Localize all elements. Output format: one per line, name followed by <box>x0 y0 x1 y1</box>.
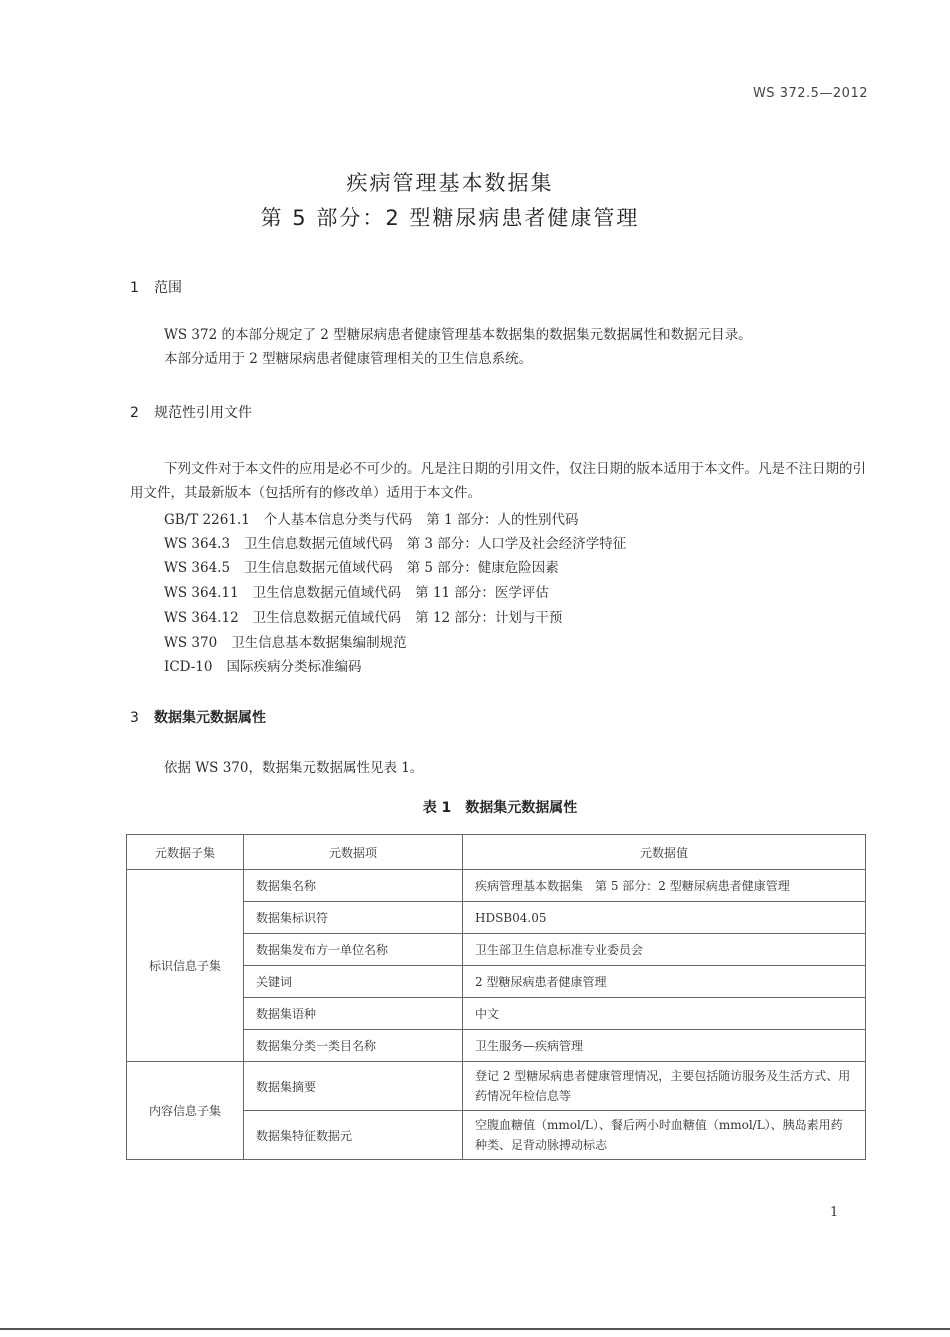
section-title: 数据集元数据属性 <box>154 710 266 726</box>
value-cell: HDSB04.05 <box>463 902 866 934</box>
section-3-heading <box>130 707 266 727</box>
reference-item: ICD-10 国际疾病分类标准编码 <box>164 659 362 675</box>
item-cell: 数据集名称 <box>244 870 463 902</box>
value-cell: 登记 2 型糖尿病患者健康管理情况，主要包括随访服务及生活方式、用药情况年检信息等 <box>463 1062 866 1111</box>
column-header: 元数据项 <box>244 835 463 870</box>
section-1-heading <box>130 277 182 297</box>
reference-item: GB/T 2261.1 个人基本信息分类与代码 第 1 部分：人的性别代码 <box>164 512 579 528</box>
paragraph: 依据 WS 370，数据集元数据属性见表 1。 <box>164 760 424 776</box>
group-cell: 内容信息子集 <box>127 1062 244 1160</box>
bottom-rule <box>0 1328 950 1330</box>
page-number: 1 <box>830 1205 839 1220</box>
item-cell: 数据集特征数据元 <box>244 1111 463 1160</box>
item-cell: 数据集语种 <box>244 998 463 1030</box>
paragraph: WS 372 的本部分规定了 2 型糖尿病患者健康管理基本数据集的数据集元数据属性和数据元目录。 <box>164 327 752 343</box>
column-header: 元数据值 <box>463 835 866 870</box>
group-cell: 标识信息子集 <box>127 870 244 1062</box>
item-cell: 关键词 <box>244 966 463 998</box>
reference-item: WS 364.5 卫生信息数据元值域代码 第 5 部分：健康危险因素 <box>164 560 559 576</box>
value-cell: 卫生部卫生信息标准专业委员会 <box>463 934 866 966</box>
value-cell: 空腹血糖值（mmol/L）、餐后两小时血糖值（mmol/L）、胰岛素用药种类、足背动脉搏动标志 <box>463 1111 866 1160</box>
table-row <box>127 1062 866 1111</box>
value-cell: 疾病管理基本数据集 第 5 部分：2 型糖尿病患者健康管理 <box>463 870 866 902</box>
item-cell: 数据集标识符 <box>244 902 463 934</box>
paragraph: 本部分适用于 2 型糖尿病患者健康管理相关的卫生信息系统。 <box>164 351 533 367</box>
section-number: 2 <box>130 405 139 421</box>
section-number: 1 <box>130 280 139 296</box>
section-title: 规范性引用文件 <box>154 405 252 421</box>
reference-item: WS 370 卫生信息基本数据集编制规范 <box>164 635 407 651</box>
metadata-table <box>126 834 866 1160</box>
column-header: 元数据子集 <box>127 835 244 870</box>
section-title: 范围 <box>154 280 182 296</box>
reference-item: WS 364.3 卫生信息数据元值域代码 第 3 部分：人口学及社会经济学特征 <box>164 536 627 552</box>
section-2-body <box>130 457 870 505</box>
section-1-body <box>130 323 870 371</box>
value-cell: 卫生服务—疾病管理 <box>463 1030 866 1062</box>
item-cell: 数据集分类一类目名称 <box>244 1030 463 1062</box>
section-2-heading <box>130 402 252 422</box>
section-number: 3 <box>130 710 139 726</box>
paragraph: 下列文件对于本文件的应用是必不可少的。凡是注日期的引用文件，仅注日期的版本适用于本文件。凡是不注日期的引用文件，其最新版本（包括所有的修改单）适用于本文件。 <box>130 461 866 501</box>
reference-item: WS 364.11 卫生信息数据元值域代码 第 11 部分：医学评估 <box>164 585 549 601</box>
reference-item: WS 364.12 卫生信息数据元值域代码 第 12 部分：计划与干预 <box>164 610 563 626</box>
document-title: 疾病管理基本数据集 <box>346 171 554 195</box>
standard-code: WS 372.5—2012 <box>752 86 868 101</box>
document-subtitle: 第 5 部分：2 型糖尿病患者健康管理 <box>260 206 640 230</box>
item-cell: 数据集摘要 <box>244 1062 463 1111</box>
table-caption: 表 1 数据集元数据属性 <box>422 800 578 816</box>
section-3-body <box>130 756 870 780</box>
value-cell: 中文 <box>463 998 866 1030</box>
item-cell: 数据集发布方一单位名称 <box>244 934 463 966</box>
value-cell: 2 型糖尿病患者健康管理 <box>463 966 866 998</box>
table-header-row <box>127 835 866 870</box>
table-row <box>127 870 866 902</box>
